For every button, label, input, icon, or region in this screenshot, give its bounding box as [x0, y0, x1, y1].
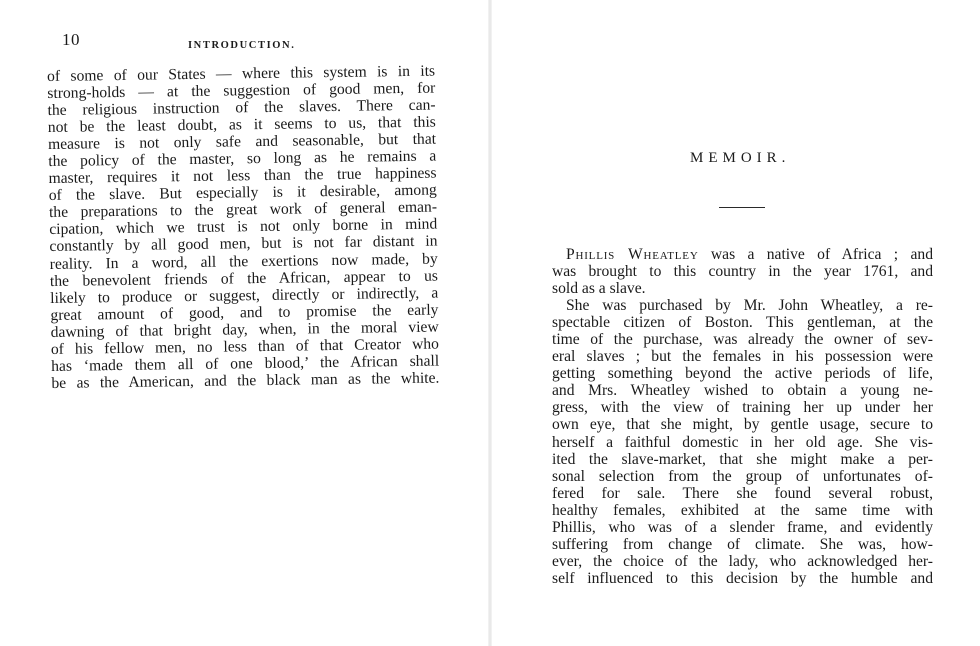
- text-line: suffering from change of climate. She was, how-: [552, 535, 933, 553]
- text-line: gress, with the view of training her up under her: [552, 399, 933, 417]
- page-number: 10: [62, 30, 80, 49]
- text-line: spectable citizen of Boston. This gentleman, at the: [552, 314, 933, 332]
- text-line: the policy of the master, so long as he remains a: [48, 147, 437, 171]
- text-line: of some of our States — where this system is in its: [47, 62, 436, 85]
- text-line-rest: was a native of Africa ; and: [698, 246, 933, 263]
- chapter-title: MEMOIR.: [690, 150, 791, 166]
- text-line: of the slave. But especially is it desirable, among: [48, 181, 437, 205]
- text-line: herself a faithful domestic in her old age. She vis-: [552, 433, 933, 451]
- text-line: measure is not only safe and seasonable, but that: [47, 130, 437, 154]
- text-line: cipation, which we trust is not only borne in mind: [49, 215, 438, 239]
- text-line: ever, the choice of the lady, who acknowledged her-: [552, 552, 933, 570]
- text-line: be as the American, and the black man as the white.: [51, 369, 440, 392]
- text-line: sonal selection from the group of unfortunates of-: [552, 467, 933, 485]
- text-line: own eye, that she might, by gentle usage, secure to: [552, 416, 933, 434]
- text-line: She was purchased by Mr. John Wheatley, a re-: [566, 297, 933, 315]
- text-line: the benevolent friends of the African, appear to us: [49, 267, 439, 290]
- text-line: of his fellow men, no less than of that Creator who: [50, 335, 440, 358]
- text-line: fered for sale. There she found several robust,: [552, 484, 933, 502]
- text-line: reality. In a word, all the exertions now made, by: [49, 250, 438, 273]
- subject-name: Phillis Wheatley: [566, 246, 699, 263]
- text-line: great amount of good, and to promise the early: [50, 301, 439, 324]
- introduction-text: [47, 63, 439, 392]
- text-line: and Mrs. Wheatley wished to obtain a young ne-: [552, 382, 933, 400]
- text-line: constantly by all good men, but is not far distant in: [49, 233, 438, 256]
- title-rule: [719, 207, 765, 208]
- memoir-text: [552, 246, 933, 587]
- text-line-opening: [552, 246, 933, 263]
- text-line: dawning of that bright day, when, in the moral view: [50, 318, 439, 341]
- text-line: strong-holds — at the suggestion of good men, for: [47, 79, 436, 103]
- text-line: Phillis, who was of a slender frame, and evidently: [552, 518, 933, 536]
- text-line: ited the slave-market, that she might make a per-: [552, 450, 933, 468]
- text-line: self influenced to this decision by the humble and: [552, 569, 933, 587]
- text-line: eral slaves ; but the females in his possession were: [552, 348, 933, 366]
- text-line: master, requires it not less than the true happiness: [48, 164, 437, 188]
- running-head: INTRODUCTION.: [188, 40, 296, 51]
- text-line: healthy females, exhibited at the same time with: [552, 501, 933, 519]
- text-line: not be the least doubt, as it seems to us, that this: [47, 113, 436, 137]
- text-line: sold as a slave.: [552, 280, 646, 298]
- text-line: time of the purchase, was already the owner of sev-: [552, 331, 933, 349]
- text-line: getting something beyond the active periods of life,: [552, 365, 933, 383]
- right-page: [490, 0, 980, 646]
- text-line: has ‘made them all of one blood,’ the African shall: [51, 352, 440, 375]
- text-line: the religious instruction of the slaves. There can-: [47, 96, 436, 120]
- text-line: was brought to this country in the year 1761, and: [552, 263, 933, 281]
- text-line: the preparations to the great work of general eman-: [48, 198, 438, 222]
- text-line: likely to produce or suggest, directly or indirectly, a: [50, 284, 439, 307]
